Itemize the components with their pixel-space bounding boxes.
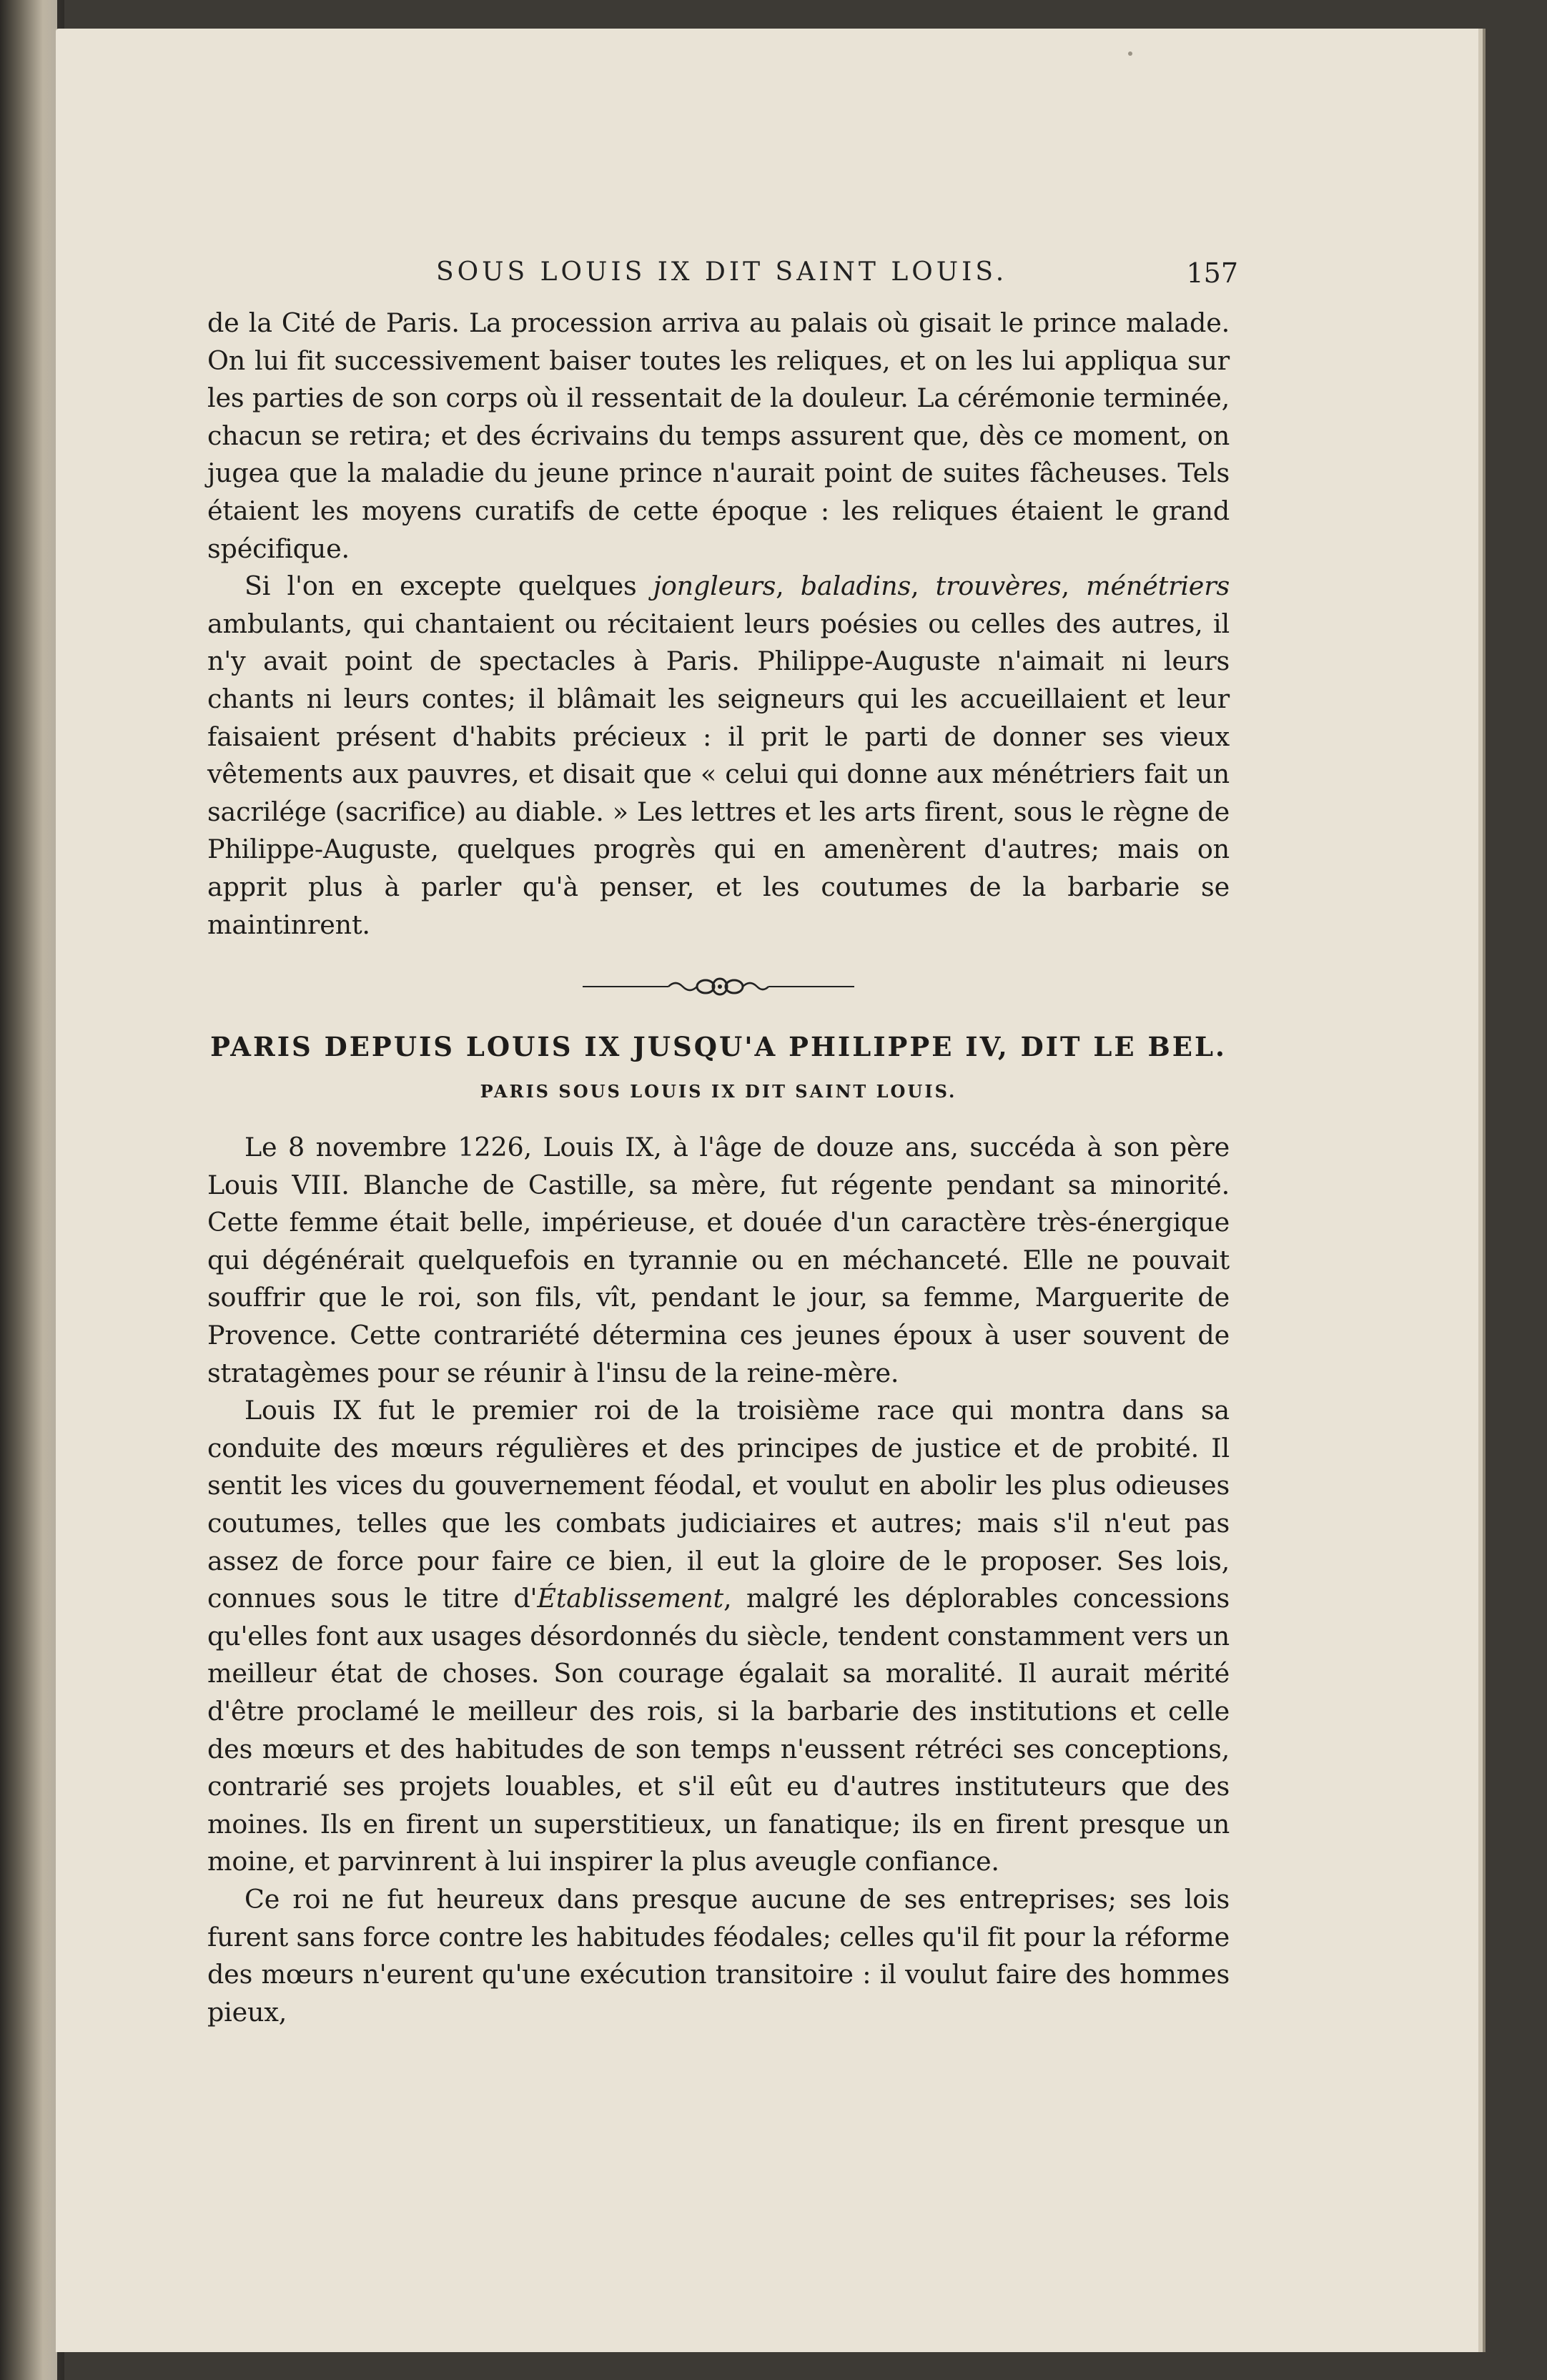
ornament-icon <box>583 972 854 1001</box>
page-text-block <box>207 257 1238 2031</box>
subsection-title: PARIS SOUS LOUIS IX DIT SAINT LOUIS. <box>480 1081 957 1102</box>
italic-etablissement: Établissement <box>537 1583 724 1614</box>
italic-menetriers: ménétriers <box>1086 571 1230 602</box>
running-head <box>207 257 1238 300</box>
italic-trouveres: trouvères <box>935 571 1062 602</box>
paragraph-1226: Le 8 novembre 1226, Louis IX, à l'âge de douze ans, succéda à son père Louis VIII. Blanche de Castille, sa mère, fut régente pendant sa minorité. Cette femme était belle, impérieuse, et douée d'un caractère très-énergique qui dégénérait quelquefois en tyrannie ou en méchanceté. Elle ne pouvait souffrir que le roi, son fils, vît, pendant le jour, sa femme, Marguerite de Provence. Cette contrariété détermina ces jeunes époux à user souvent de stratagèmes pour se réunir à l'insu de la reine-mère. <box>207 1132 1230 1388</box>
page-number: 157 <box>1186 257 1238 289</box>
paragraph-procession: de la Cité de Paris. La procession arriva au palais où gisait le prince malade. On lui fit successivement baiser toutes les reliques, et on les lui appliqua sur les parties de son corps où il ressentait de la douleur. La cérémonie terminée, chacun se retira; et des écrivains du temps assurent que, dès ce moment, on jugea que la maladie du jeune prince n'aurait point de suites fâcheuses. Tels étaient les moyens curatifs de cette époque : les reliques étaient le grand spécifique. <box>207 307 1230 564</box>
paragraph-spectacles: Si l'on en excepte quelques jongleurs, baladins, trouvères, ménétriers ambulants, qui chantaient ou récitaient leurs poésies ou celles des autres, il n'y avait point de spectacles à Paris. Philippe-Auguste n'aimait ni leurs chants ni leurs contes; il blâmait les seigneurs qui les accueillaient et leur faisaient présent d'habits précieux : il prit le parti de donner ses vieux vêtements aux pauvres, et disait que « celui qui donne aux ménétriers fait un sacrilége (sacrifice) au diable. » Les lettres et les arts firent, sous le règne de Philippe-Auguste, quelques progrès qui en amenèrent d'autres; mais on apprit plus à parler qu'à penser, et les coutumes de la barbarie se maintinrent. <box>207 571 1230 940</box>
paper-speck <box>1128 51 1132 56</box>
decorative-rule-ornament <box>207 972 1230 1001</box>
italic-baladins: baladins <box>800 571 911 602</box>
section-title: PARIS DEPUIS LOUIS IX JUSQU'A PHILIPPE IV, DIT LE BEL. <box>210 1031 1227 1063</box>
paragraph-louis-ix: Louis IX fut le premier roi de la troisième race qui montra dans sa conduite des mœurs régulières et des principes de justice et de probité. Il sentit les vices du gouvernement féodal, et voulut en abolir les plus odieuses coutumes, telles que les combats judiciaires et autres; mais s'il n'eut pas assez de force pour faire ce bien, il eut la gloire de le proposer. Ses lois, connues sous le titre d'Établissement, malgré les déplorables concessions qu'elles font aux usages désordonnés du siècle, tendent constamment vers un meilleur état de choses. Son courage égalait sa moralité. Il aurait mérité d'être proclamé le meilleur des rois, si la barbarie des institutions et celle des mœurs et des habitudes de son temps n'eussent rétréci ses conceptions, contrarié ses projets louables, et s'il eût eu d'autres instituteurs que des moines. Ils en firent un superstitieux, un fanatique; ils en firent presque un moine, et parvinrent à lui inspirer la plus aveugle confiance. <box>207 1395 1230 1877</box>
italic-jongleurs: jongleurs <box>653 571 776 602</box>
running-head-title: SOUS LOUIS IX DIT SAINT LOUIS. <box>436 257 1008 287</box>
paragraph-last: Ce roi ne fut heureux dans presque aucune de ses entreprises; ses lois furent sans force contre les habitudes féodales; celles qu'il fit pour la réforme des mœurs n'eurent qu'une exécution transitoire : il voulut faire des hommes pieux, <box>207 1883 1230 2028</box>
